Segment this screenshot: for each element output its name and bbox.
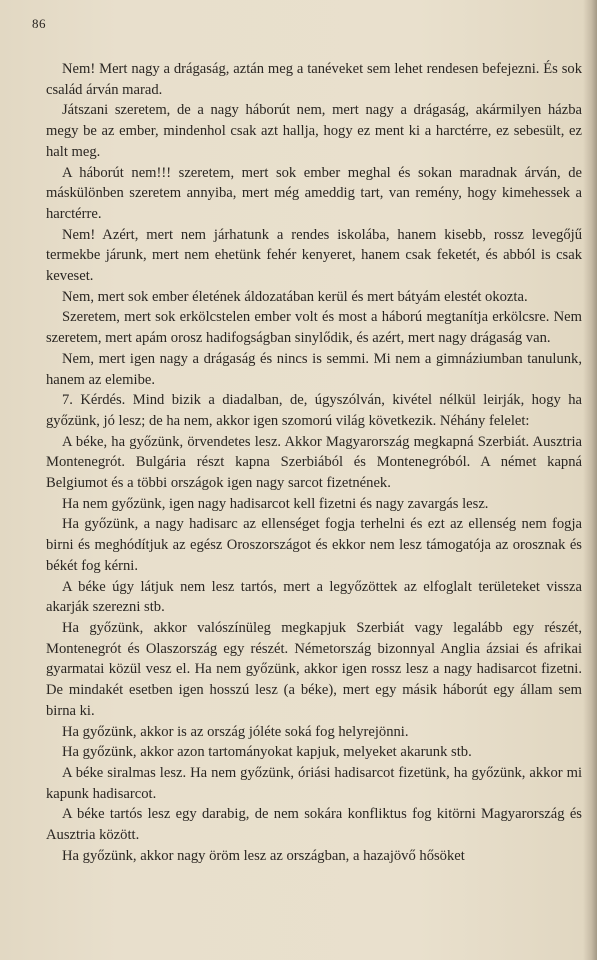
- paragraph-13: Ha győzünk, akkor valószínüleg megkapjuk Szerbiát vagy legalább egy részét, Montenegrót és Olaszország egy részét. Németország bizonnyal Anglia ázsiai és afrikai gyarmatai közül vesz el. Ha nem győzünk, akkor igen rossz lesz a nagy hadisarcot fizetni. De mindakét esetben igen hosszú lesz (a béke), mert egy másik háborút egy állam sem birna ki.: [46, 619, 582, 719]
- paragraph-5: Nem, mert sok ember életének áldozatában kerül és mert bátyám elestét okozta.: [62, 288, 528, 305]
- paragraph-11: Ha győzünk, a nagy hadisarc az ellenséget fogja terhelni és ezt az ellenség nem fogja birni és meghódítjuk az egész Oroszországot és ekkor nem lesz támogatója az orosznak és békét fog kérni.: [46, 516, 582, 574]
- paragraph-9: A béke, ha győzünk, örvendetes lesz. Akkor Magyarország megkapná Szerbiát. Ausztria Montenegrót. Bulgária részt kapna Szerbiából és Montenegróból. A német kapná Belgiumot és a többi országok igen nagy sarcot fizetnének.: [46, 433, 582, 492]
- paragraph-10: Ha nem győzünk, igen nagy hadisarcot kell fizetni és nagy zavargás lesz.: [62, 495, 489, 512]
- paragraph-4: Nem! Azért, mert nem járhatunk a rendes iskolába, hanem kisebb, rossz levegőjű termekbe járunk, mert nem ehetünk fehér kenyeret, hanem csak feketét, és abból is csak keveset.: [46, 226, 582, 285]
- paragraph-3: A háborút nem!!! szeretem, mert sok ember meghal és sokan maradnak árván, de máskülönben szeretem annyiba, mert még ameddig tart, van remény, hogy kimehessek a harctérre.: [46, 164, 582, 222]
- paragraph-8-question-7: 7. Kérdés. Mind bizik a diadalban, de, úgyszólván, kivétel nélkül leirják, hogy ha győzünk, jó lesz; de ha nem, akkor igen szomorú világ következik. Néhány felelet:: [46, 392, 582, 429]
- paragraph-14: Ha győzünk, akkor is az ország jóléte soká fog helyrejönni.: [62, 723, 409, 740]
- paragraph-6: Szeretem, mert sok erkölcstelen ember volt és most a háború megtanítja erkölcsre. Nem szeretem, mert apám orosz hadifogságban sinylődik, és azért, mert nagy drágaság van.: [46, 309, 582, 347]
- paragraph-2: Játszani szeretem, de a nagy háborút nem, mert nagy a drágaság, akármilyen házba megy be az ember, mindenhol csak azt hallja, hogy ez ment ki a harctérre, ez sebesült, ez halt meg.: [46, 102, 582, 160]
- page-number: 86: [32, 16, 46, 31]
- paragraph-18: Ha győzünk, akkor nagy öröm lesz az országban, a hazajövő hősöket: [62, 847, 465, 864]
- paragraph-1: Nem! Mert nagy a drágaság, aztán meg a tanéveket sem lehet rendesen befejezni. És sok család árván marad.: [46, 61, 582, 98]
- paragraph-17: A béke tartós lesz egy darabig, de nem sokára konfliktus fog kitörni Magyarország és Ausztria között.: [46, 806, 582, 844]
- paragraph-16: A béke siralmas lesz. Ha nem győzünk, óriási hadisarcot fizetünk, ha győzünk, akkor mi kapunk hadisarcot.: [46, 764, 582, 802]
- spine-shadow: [583, 0, 597, 960]
- paragraph-15: Ha győzünk, akkor azon tartományokat kapjuk, melyeket akarunk stb.: [62, 744, 472, 761]
- body-text: [46, 59, 582, 866]
- paragraph-7: Nem, mert igen nagy a drágaság és nincs is semmi. Mi nem a gimnáziumban tanulunk, hanem az elemibe.: [46, 350, 582, 388]
- paragraph-12: A béke úgy látjuk nem lesz tartós, mert a legyőzöttek az elfoglalt területeket vissza akarják szerezni stb.: [46, 578, 582, 616]
